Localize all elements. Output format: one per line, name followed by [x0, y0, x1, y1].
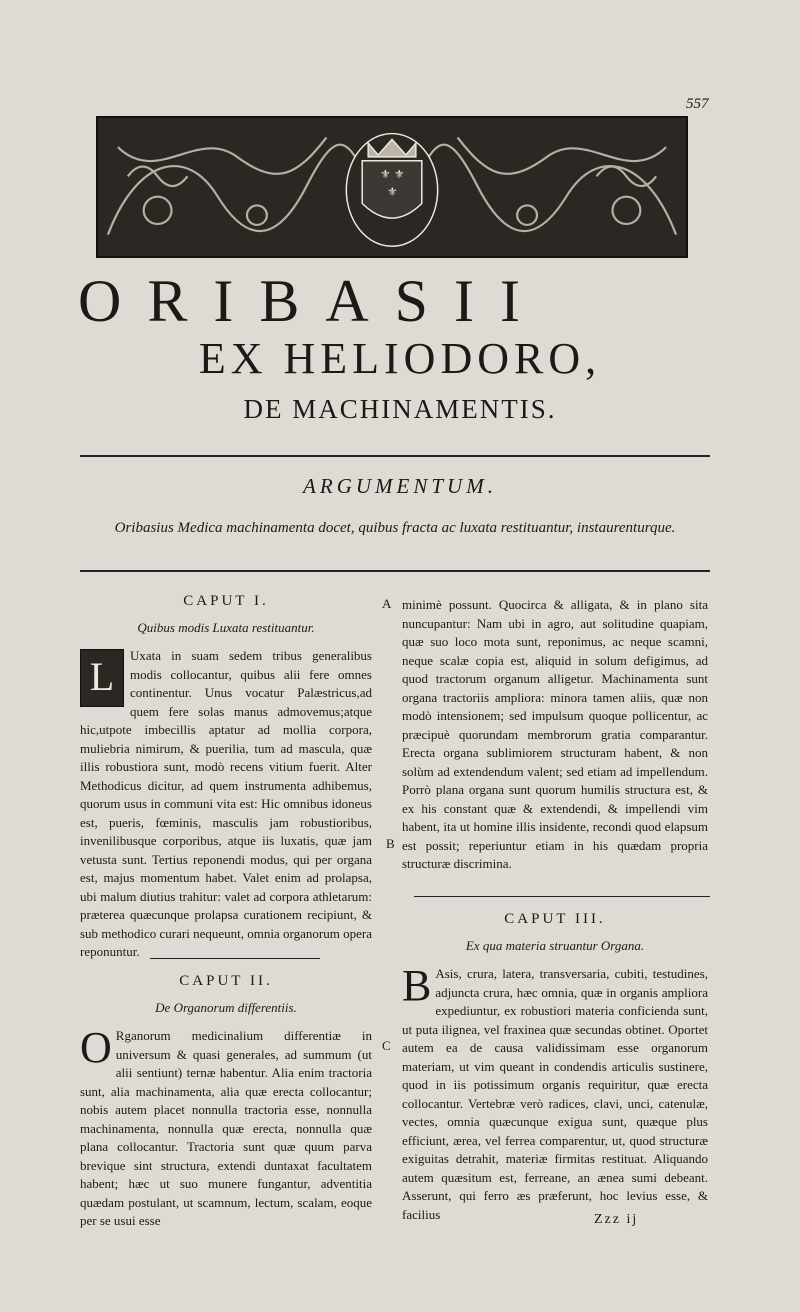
right-column	[402, 596, 708, 874]
chapter-1-subtitle: Quibus modis Luxata restituantur.	[137, 619, 315, 635]
chapter-rule-right	[414, 896, 710, 897]
chapter-1-text: Uxata in suam sedem tribus generalibus modis collocantur, quibus alii fere omnes continentur. Unus vocatur Palæstricus,ad quem fere solas manus admovemus;atque hic,utpote imbecillis aptatur ad mollia corpora, muliebria nimirum, & puerilia, tum ad mascula, quæ illis robustiora sunt, modò recens vitium fuerit. Alter Methodicus dicitur, ad quem instrumenta adhibemus, quorum usus in communi vita est: Hic omnibus idoneus est, pueris, fœminis, masculis jam robustioribus, invenilibusque corporibus, atque iis luxatis, quæ jam vetusta sunt. Tertius reponendi modus, qui per organa est, majus momentum habet. Valet enim ad prolapsa, ubi malum diutius trahitur: valet ad corpora athletarum: præterea quæcunque prolapsa curationem recipiunt, & sub methodico curari nequeunt, omnia organorum opera reponuntur.	[80, 648, 372, 959]
svg-text:⚜: ⚜	[380, 167, 391, 182]
title-rule	[80, 455, 710, 457]
chapter-3-text: Asis, crura, latera, transversaria, cubiti, testudines, adjuncta crura, hæc omnia, quæ in organis ampliora expediuntur, ex robustiori materia conficienda sunt, ut puta ilignea, vel fraxinea quæ secundas obtinet. Oportet autem ea de causa validissimam esse organorum materiam, ut vim queant in condendis articulis sustinere, quod in iis potissimum organis requiritur, quæ erecta collocantur. Vertebræ verò radices, clavi, unci, catenulæ, vectes, omnia quæcunque exigua sunt, quæque plus efficiunt, ærea, vel ferrea comparentur, ut, quod structuræ exiguitas detrahit, materiæ firmitas restituat. Aliquando autem quæsitum est, ferreane, an ænea sumi debeant. Asserunt, qui ferro æs præferunt, hoc levius esse, & facilius	[402, 966, 708, 1222]
chapter-1-body	[80, 647, 372, 962]
margin-letter-a: A	[382, 596, 392, 611]
margin-letter-c: C	[382, 1038, 391, 1053]
ornamental-headpiece	[96, 116, 688, 258]
title-line-1: ORIBASII	[78, 268, 547, 334]
title-line-3: DE MACHINAMENTIS.	[243, 394, 557, 424]
chapter-3-body	[402, 961, 708, 1224]
argumentum-rule	[80, 570, 710, 572]
chapter-2-initial: O	[80, 1023, 112, 1072]
margin-letter-b: B	[386, 836, 395, 851]
svg-text:⚜: ⚜	[393, 167, 405, 182]
decorated-initial: L	[80, 649, 124, 707]
argumentum-heading: ARGUMENTUM.	[303, 474, 497, 498]
title-line-2: EX HELIODORO,	[198, 334, 602, 383]
signature-mark: Zzz ij	[594, 1212, 639, 1227]
right-column-lower	[402, 910, 708, 1224]
chapter-2-body	[80, 1023, 372, 1231]
left-column	[80, 592, 372, 962]
chapter-2-subtitle: De Organorum differentiis.	[155, 999, 297, 1015]
chapter-2-heading: CAPUT II.	[179, 973, 273, 989]
chapter-3-subtitle: Ex qua materia struantur Organa.	[465, 937, 645, 953]
chapter-3-heading: CAPUT III.	[504, 911, 606, 927]
coat-of-arms	[346, 134, 437, 247]
chapter-3-initial: B	[402, 961, 432, 1010]
left-column-lower	[80, 972, 372, 1231]
headpiece-ornament-graphic	[98, 118, 686, 256]
page-number: 557	[686, 96, 709, 112]
chapter-1-heading: CAPUT I.	[183, 593, 269, 609]
chapter-2-continued-text: minimè possunt. Quocirca & alligata, & in plano sita nuncupantur: Nam ubi in agro, aut solitudine quapiam, quæ suo loco mota sunt, reponimus, ac neque scamni, neque scalæ copia est, aliquid in solum defigimus, ad quod tractorum organum alligetur. Machinamenta sunt organa tractoriis ampliora: minora tamen aliis, quæ non modò intensionem; sed impulsum quoque pollicentur, ac præcipuè quorundam membrorum gratia comparantur. Erecta organa sublimiorem structuram habent, & non solùm ad extendendum valent; sed etiam ad impellendum. Porrò plana organa sunt quorum humilis structura est, & ex his constant quæ & extendendi, & impellendi vim habent, ita ut homine illis insidente, recondi quod elapsum est possit; reperiuntur etiam in his quædam propria structuræ discrimina.	[402, 597, 708, 871]
chapter-2-text: Rganorum medicinalium differentiæ in universum & quasi generales, ad summum (ut alii sentiunt) ternæ habentur. Alia enim tractoria sunt, alia machinamenta, alia quæ erecta collocantur; nobis autem placet nonnulla tractoria esse, nonnulla machinamenta, nonnulla quæ erecta, nonnulla quæ plana collocantur. Tractoria sunt quæ quum parva brevique sint structura, extendi duntaxat facultatem habent; hæc ut suo munere fungantur, adventitia quædam postulant, ut scamnum, lectum, scalam, eoque per se usui esse	[80, 1028, 372, 1228]
svg-text:⚜: ⚜	[387, 184, 398, 199]
chapter-rule-left	[150, 958, 320, 959]
argumentum-text: Oribasius Medica machinamenta docet, quibus fracta ac luxata restituantur, instaurenturque.	[114, 520, 676, 536]
